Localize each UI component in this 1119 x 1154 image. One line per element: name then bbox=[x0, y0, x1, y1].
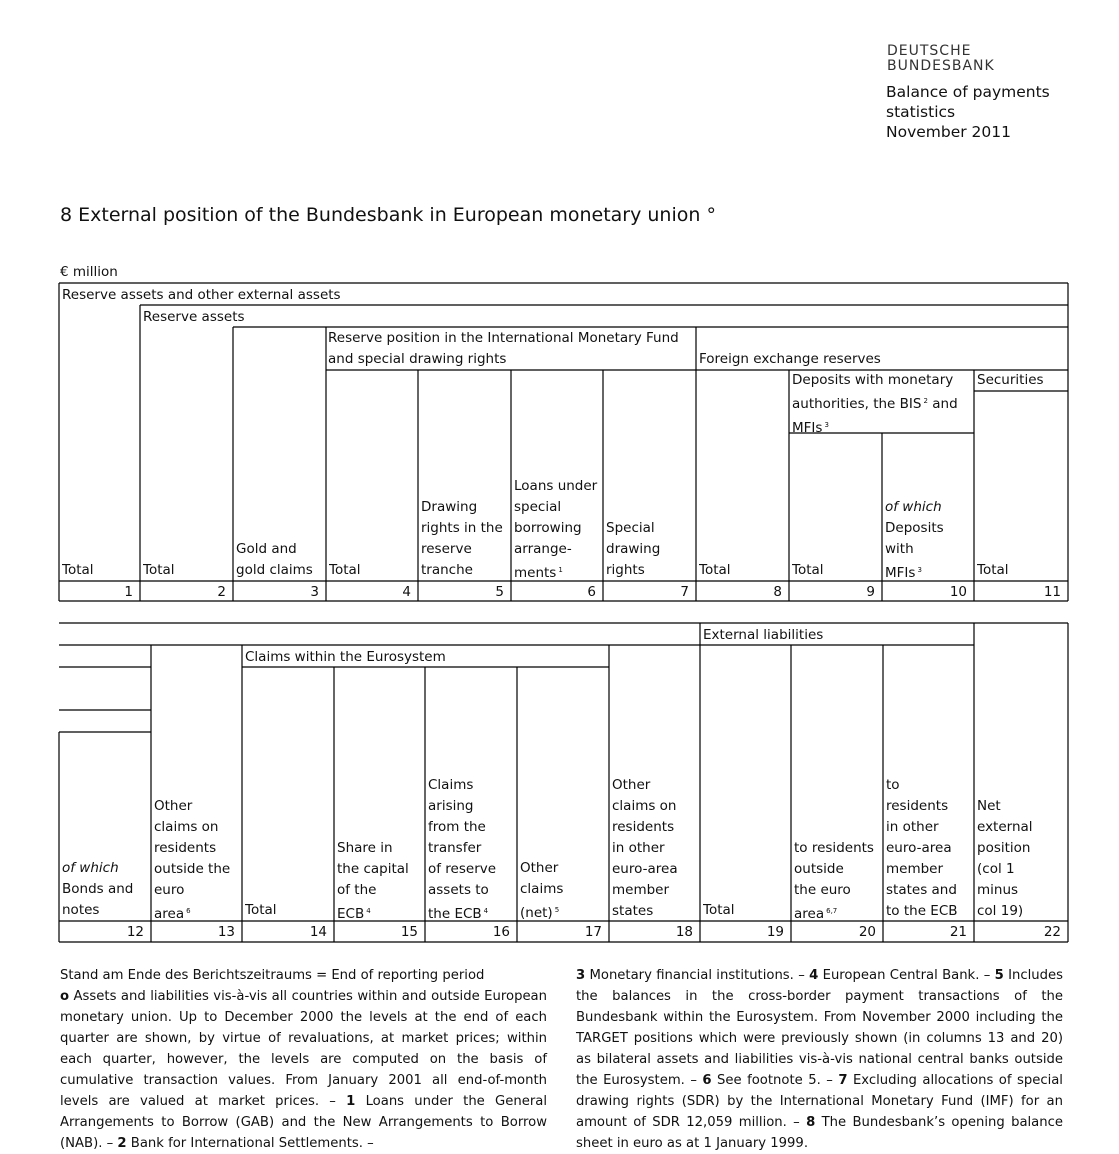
col7-header bbox=[606, 518, 694, 581]
col22-line-6: col 19) bbox=[977, 903, 1024, 919]
footnote-ref-1: 1 bbox=[558, 566, 563, 574]
col6-header bbox=[514, 476, 602, 584]
footnote-marker-o: o bbox=[60, 989, 70, 1004]
col16-line-2: arising bbox=[428, 798, 474, 814]
col15-line-4-text: ECB bbox=[337, 906, 365, 922]
group-securities: Securities bbox=[977, 372, 1044, 388]
col-number-17: 17 bbox=[584, 924, 602, 940]
col18-line-7: states bbox=[612, 903, 654, 919]
group-reserve-assets: Reserve assets bbox=[143, 309, 245, 325]
col-number-14: 14 bbox=[309, 924, 327, 940]
footnote-3-text: Monetary financial institutions. – bbox=[585, 968, 810, 983]
footnote-marker-2: 2 bbox=[117, 1136, 127, 1151]
col-number-7: 7 bbox=[680, 584, 689, 600]
col-number-22: 22 bbox=[1043, 924, 1061, 940]
col21-line-6: states and bbox=[886, 882, 957, 898]
footnotes-right bbox=[576, 965, 1063, 1154]
col22-line-3: position bbox=[977, 840, 1031, 856]
footnote-marker-8: 8 bbox=[806, 1115, 816, 1130]
footnote-ref-3: 3 bbox=[824, 421, 829, 429]
col6-line-1: Loans under bbox=[514, 478, 598, 494]
group-deposits-line-3-text: MFIs bbox=[792, 420, 823, 436]
col6-line-4: arrange- bbox=[514, 541, 572, 557]
col17-line-2: claims bbox=[520, 881, 564, 897]
col21-header bbox=[886, 775, 974, 922]
col13-line-5: euro bbox=[154, 882, 185, 898]
col14-header: Total bbox=[245, 902, 277, 918]
footnote-2-text: Bank for International Settlements. – bbox=[126, 1136, 374, 1151]
group-deposits bbox=[792, 370, 972, 439]
brand-line-2: BUNDESBANK bbox=[887, 58, 995, 74]
footnote-reporting-period: Stand am Ende des Berichtszeitraums = End of reporting period bbox=[60, 968, 485, 983]
col2-header: Total bbox=[143, 562, 175, 578]
col21-line-7: to the ECB bbox=[886, 903, 958, 919]
col18-line-2: claims on bbox=[612, 798, 677, 814]
footnote-marker-7: 7 bbox=[838, 1073, 848, 1088]
group-deposits-line-3 bbox=[792, 415, 972, 439]
group-reserve-and-other-assets: Reserve assets and other external assets bbox=[62, 287, 341, 303]
col18-line-4: in other bbox=[612, 840, 665, 856]
col-number-15: 15 bbox=[400, 924, 418, 940]
col-number-19: 19 bbox=[766, 924, 784, 940]
footnote-ref-4: 4 bbox=[366, 907, 371, 915]
col7-line-1: Special bbox=[606, 520, 655, 536]
col13-line-6-text: area bbox=[154, 906, 185, 922]
col5-line-3: reserve bbox=[421, 541, 472, 557]
col22-line-5: minus bbox=[977, 882, 1019, 898]
col21-line-5: member bbox=[886, 861, 944, 877]
col16-line-4: transfer bbox=[428, 840, 482, 856]
col-number-12: 12 bbox=[126, 924, 144, 940]
col-number-5: 5 bbox=[495, 584, 504, 600]
col5-line-4: tranche bbox=[421, 562, 473, 578]
col13-line-2: claims on bbox=[154, 819, 219, 835]
group-claims-within-eurosystem: Claims within the Eurosystem bbox=[245, 649, 446, 665]
group-deposits-line-2-and: and bbox=[932, 396, 958, 412]
col3-header bbox=[236, 539, 324, 581]
col20-header bbox=[794, 838, 882, 925]
col-number-20: 20 bbox=[858, 924, 876, 940]
col15-header bbox=[337, 838, 425, 925]
col22-line-2: external bbox=[977, 819, 1033, 835]
col16-line-6: assets to bbox=[428, 882, 489, 898]
col16-line-1: Claims bbox=[428, 777, 474, 793]
col4-header: Total bbox=[329, 562, 361, 578]
col11-header: Total bbox=[977, 562, 1009, 578]
col15-line-4 bbox=[337, 901, 425, 925]
footnote-4-text: European Central Bank. – bbox=[818, 968, 995, 983]
footnote-general bbox=[60, 986, 547, 1154]
col5-line-1: Drawing bbox=[421, 499, 478, 515]
col19-header: Total bbox=[703, 902, 735, 918]
col12-header bbox=[62, 858, 150, 921]
col10-line-1: of which bbox=[885, 499, 942, 515]
col5-header bbox=[421, 497, 509, 581]
col7-line-3: rights bbox=[606, 562, 645, 578]
col20-line-3: the euro bbox=[794, 882, 851, 898]
group-deposits-line-2-text: authorities, the BIS bbox=[792, 396, 922, 412]
col6-line-5 bbox=[514, 560, 602, 584]
footnote-general-text: Assets and liabilities vis-à-vis all countries within and outside European monetary union. Up to December 2000 the levels at the end of each quarter are shown, by virtue of revaluations, at market prices; within each quarter, however, the levels are computed on the basis of cumulative transaction values. From January 2001 all end-of-month levels are valued at market prices. – bbox=[60, 989, 547, 1109]
brand-line-1: DEUTSCHE bbox=[887, 43, 972, 59]
page-title: 8 External position of the Bundesbank in European monetary union ° bbox=[60, 204, 716, 226]
col17-header bbox=[520, 858, 608, 924]
footnote-7-text: Excluding allocations of special drawing rights (SDR) by the International Monetary Fund (IMF) for an amount of SDR 12,059 million. – bbox=[576, 1073, 1063, 1130]
col13-line-3: residents bbox=[154, 840, 217, 856]
footnote-1-text: Loans under the General Arrangements to Borrow (GAB) and the New Arrangements to Borrow (NAB). – bbox=[60, 1094, 548, 1151]
col16-header bbox=[428, 775, 516, 925]
col-number-1: 1 bbox=[124, 584, 133, 600]
col20-line-1: to residents bbox=[794, 840, 874, 856]
col12-line-3: notes bbox=[62, 902, 100, 918]
col6-line-5-text: ments bbox=[514, 565, 557, 581]
group-imf-line-2: and special drawing rights bbox=[328, 351, 507, 367]
col10-line-3: with bbox=[885, 541, 914, 557]
footnote-8-text: The Bundesbank’s opening balance sheet in euro as at 1 January 1999. bbox=[576, 1115, 1063, 1151]
col16-line-7 bbox=[428, 901, 516, 925]
footnote-ref-4b: 4 bbox=[483, 907, 489, 915]
col18-line-5: euro-area bbox=[612, 861, 678, 877]
col10-header bbox=[885, 497, 973, 584]
footnote-ref-5: 5 bbox=[554, 906, 560, 914]
footnote-marker-6: 6 bbox=[702, 1073, 712, 1088]
col-number-8: 8 bbox=[773, 584, 782, 600]
col-number-16: 16 bbox=[492, 924, 510, 940]
subtitle-line-1: Balance of payments bbox=[886, 83, 1050, 101]
col-number-21: 21 bbox=[949, 924, 967, 940]
col-number-18: 18 bbox=[675, 924, 693, 940]
col13-line-6 bbox=[154, 901, 242, 925]
col10-line-2: Deposits bbox=[885, 520, 944, 536]
col-number-2: 2 bbox=[217, 584, 226, 600]
col6-line-3: borrowing bbox=[514, 520, 582, 536]
footnote-marker-3: 3 bbox=[576, 968, 586, 983]
footnote-ref-3b: 3 bbox=[917, 566, 922, 574]
col3-line-1: Gold and bbox=[236, 541, 297, 557]
col8-header: Total bbox=[699, 562, 731, 578]
group-deposits-line-2 bbox=[792, 391, 972, 415]
col16-line-5: of reserve bbox=[428, 861, 497, 877]
col1-header: Total bbox=[62, 562, 94, 578]
col16-line-3: from the bbox=[428, 819, 486, 835]
col15-line-2: the capital bbox=[337, 861, 409, 877]
group-imf-line-1: Reserve position in the International Monetary Fund bbox=[328, 330, 679, 346]
col17-line-3 bbox=[520, 900, 608, 924]
group-foreign-exchange-reserves: Foreign exchange reserves bbox=[699, 351, 881, 367]
col18-header bbox=[612, 775, 700, 922]
col6-line-2: special bbox=[514, 499, 562, 515]
footnote-5-text: Includes the balances in the cross-border payment transactions of the Bundesbank within the Eurosystem. From November 2000 including the TARGET positions which were previously shown (in columns 13 and 20) as bilateral assets and liabilities vis-à-vis national central banks outside the Eurosystem. – bbox=[576, 968, 1064, 1088]
col-number-3: 3 bbox=[310, 584, 319, 600]
col20-line-4-text: area bbox=[794, 906, 825, 922]
col15-line-3: of the bbox=[337, 882, 377, 898]
col-number-6: 6 bbox=[587, 584, 596, 600]
col3-line-2: gold claims bbox=[236, 562, 313, 578]
col21-line-2: residents bbox=[886, 798, 949, 814]
col9-header: Total bbox=[792, 562, 824, 578]
col13-header bbox=[154, 796, 242, 925]
footnote-marker-4: 4 bbox=[809, 968, 819, 983]
footnote-marker-1: 1 bbox=[346, 1094, 356, 1109]
col10-line-4 bbox=[885, 560, 973, 584]
col16-line-7-text: the ECB bbox=[428, 906, 482, 922]
col15-line-1: Share in bbox=[337, 840, 393, 856]
group-deposits-line-1: Deposits with monetary bbox=[792, 372, 954, 388]
col10-line-4-text: MFIs bbox=[885, 565, 916, 581]
group-imf-reserve-position bbox=[328, 328, 694, 370]
col-number-9: 9 bbox=[866, 584, 875, 600]
col17-line-1: Other bbox=[520, 860, 559, 876]
footnote-ref-6: 6 bbox=[186, 907, 191, 915]
col12-line-1: of which bbox=[62, 860, 119, 876]
col22-header bbox=[977, 796, 1067, 922]
footnotes-left bbox=[60, 965, 547, 1154]
col18-line-1: Other bbox=[612, 777, 651, 793]
col13-line-1: Other bbox=[154, 798, 193, 814]
group-external-liabilities: External liabilities bbox=[703, 627, 824, 643]
subtitle-line-3: November 2011 bbox=[886, 123, 1012, 141]
subtitle-line-2: statistics bbox=[886, 103, 956, 121]
col22-line-4: (col 1 bbox=[977, 861, 1015, 877]
col-number-4: 4 bbox=[402, 584, 411, 600]
col5-line-2: rights in the bbox=[421, 520, 503, 536]
col21-line-4: euro-area bbox=[886, 840, 952, 856]
col20-line-2: outside bbox=[794, 861, 844, 877]
col7-line-2: drawing bbox=[606, 541, 661, 557]
col-number-13: 13 bbox=[217, 924, 235, 940]
col18-line-6: member bbox=[612, 882, 670, 898]
col20-line-4 bbox=[794, 901, 882, 925]
col13-line-4: outside the bbox=[154, 861, 231, 877]
col12-line-2: Bonds and bbox=[62, 881, 134, 897]
footnote-6-text: See footnote 5. – bbox=[711, 1073, 839, 1088]
footnote-ref-2: 2 bbox=[923, 397, 928, 405]
col18-line-3: residents bbox=[612, 819, 675, 835]
col21-line-1: to bbox=[886, 777, 900, 793]
col17-line-3-text: (net) bbox=[520, 905, 553, 921]
footnote-marker-5: 5 bbox=[994, 968, 1004, 983]
col-number-11: 11 bbox=[1043, 584, 1061, 600]
col-number-10: 10 bbox=[949, 584, 967, 600]
footnotes-3-to-8 bbox=[576, 965, 1063, 1154]
col22-line-1: Net bbox=[977, 798, 1001, 814]
col21-line-3: in other bbox=[886, 819, 939, 835]
unit-label: € million bbox=[60, 264, 118, 280]
footnote-ref-6-7: 6,7 bbox=[826, 907, 838, 915]
